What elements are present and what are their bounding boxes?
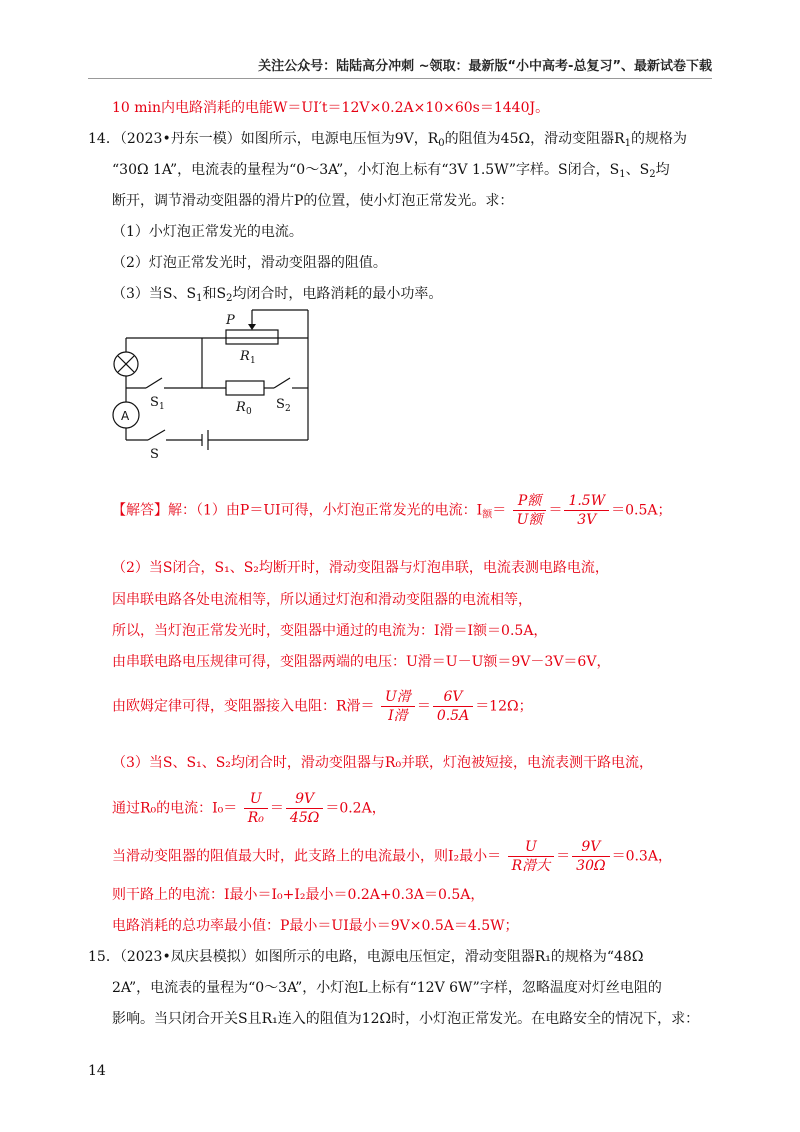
circuit-diagram	[100, 300, 340, 470]
answer-a3-l2: 通过R₀的电流：I₀＝ $\frac{U}{\text{R₀}}$ ＝ $\frac{9V}{45\Omega}$ ＝0.2A，	[112, 791, 386, 826]
answer-a3-l4: 则干路上的电流：I最小＝I₀+I₂最小＝0.2A+0.3A＝0.5A，	[112, 887, 485, 903]
label-R0: R	[236, 400, 246, 415]
answer-a2-l2: 因串联电路各处电流相等，所以通过灯泡和滑动变阻器的电流相等，	[112, 592, 532, 608]
fraction: $\frac{U}{\text{R滑大}}$	[508, 838, 555, 875]
answer-a2-l4: 由串联电路电压规律可得，变阻器两端的电压：U滑＝U－U额＝9V－3V＝6V，	[112, 654, 611, 670]
q14-sub1: （1）小灯泡正常发光的电流。	[112, 224, 303, 240]
answer-tag: 【解答】	[112, 502, 168, 519]
answer-a3-l1: （3）当S、S₁、S₂均闭合时，滑动变阻器与R₀并联，灯泡被短接，电流表测干路电流，	[112, 755, 654, 771]
q14-line2: “30Ω 1A”，电流表的量程为“0～3A”，小灯泡上标有“3V 1.5W”字样。S闭合，$S_1$、$S_2$均	[112, 162, 670, 180]
answer-a3-l3: 当滑动变阻器的阻值最大时，此支路上的电流最小，则I₂最小＝ $\frac{U}{\text{R滑大}}$ ＝ $\frac{9V}{30\Omega}$ ＝0.3A，	[112, 839, 672, 874]
label-S2-sub: 2	[285, 404, 291, 414]
label-P: P	[226, 313, 235, 328]
q14-number: 14．	[88, 131, 120, 147]
fraction: $\frac{9V}{45\Omega}$	[286, 790, 323, 827]
q15-number: 15．	[88, 949, 120, 965]
fraction: $\frac{U}{\text{R₀}}$	[244, 790, 268, 827]
label-R0-sub: 0	[246, 407, 252, 417]
page-number: 14	[88, 1063, 106, 1079]
fraction: $\frac{6V}{0.5A}$	[433, 688, 473, 725]
answer-a2-l3: 所以，当灯泡正常发光时，变阻器中通过的电流为：I滑＝I额＝0.5A，	[112, 623, 548, 639]
fraction: $\frac{\text{U滑}}{\text{I滑}}$	[381, 688, 415, 725]
ammeter-icon: A	[121, 409, 130, 423]
label-R1: R	[240, 349, 250, 364]
fraction: $\frac{\text{P额}}{\text{U额}}$	[513, 492, 547, 529]
answer-line1: 【解答】解：（1）由P＝UI可得，小灯泡正常发光的电流：$I_额=$ $\frac{\text{P额}}{\text{U额}}$ ＝ $\frac{1.5W}{3V}$ ＝0.5A；	[112, 493, 672, 528]
page-header: 关注公众号：陆陆高分冲刺 ~领取：最新版“小中高考-总复习”、最新试卷下载	[258, 59, 712, 74]
q14-line3: 断开，调节滑动变阻器的滑片P的位置，使小灯泡正常发光。求：	[112, 193, 514, 209]
fraction: $\frac{1.5W}{3V}$	[564, 492, 609, 529]
label-R1-sub: 1	[250, 356, 256, 366]
label-S1: S	[150, 395, 159, 410]
q15-line2: 2A”，电流表的量程为“0～3A”，小灯泡L上标有“12V 6W”字样，忽略温度对灯丝电阻的	[112, 980, 662, 996]
answer-a2-l5: 由欧姆定律可得，变阻器接入电阻：R滑＝ $\frac{\text{U滑}}{\text{I滑}}$ ＝ $\frac{6V}{0.5A}$ ＝12Ω；	[112, 689, 533, 724]
answer-a3-l5: 电路消耗的总功率最小值：P最小＝UI最小＝9V×0.5A＝4.5W；	[112, 918, 519, 934]
label-S: S	[150, 447, 159, 462]
top-line: 10 min内电路消耗的电能W＝UI′t＝12V×0.2A×10×60s＝1440J。	[112, 100, 550, 116]
q15-line3: 影响。当只闭合开关S且R₁连入的阻值为12Ω时，小灯泡正常发光。在电路安全的情况下，求：	[112, 1011, 700, 1027]
q15-line1: 15．（2023•凤庆县模拟）如图所示的电路，电源电压恒定，滑动变阻器R₁的规格为“48Ω	[88, 949, 644, 965]
q14-line1: 14．（2023•丹东一模）如图所示，电源电压恒为9V，$R_0$的阻值为45Ω，滑动变阻器$R_1$的规格为	[88, 131, 687, 149]
label-S1-sub: 1	[159, 402, 165, 412]
slider-arrow-icon	[248, 324, 256, 330]
q14-sub2: （2）灯泡正常发光时，滑动变阻器的阻值。	[112, 255, 387, 271]
label-S2: S	[276, 397, 285, 412]
fraction: $\frac{9V}{30\Omega}$	[572, 838, 609, 875]
q14-sub3: （3）当S、$S_1$和$S_2$均闭合时，电路消耗的最小功率。	[112, 286, 443, 304]
header-divider	[88, 78, 712, 79]
answer-a2-l1: （2）当S闭合，S₁、S₂均断开时，滑动变阻器与灯泡串联，电流表测电路电流，	[112, 560, 609, 576]
